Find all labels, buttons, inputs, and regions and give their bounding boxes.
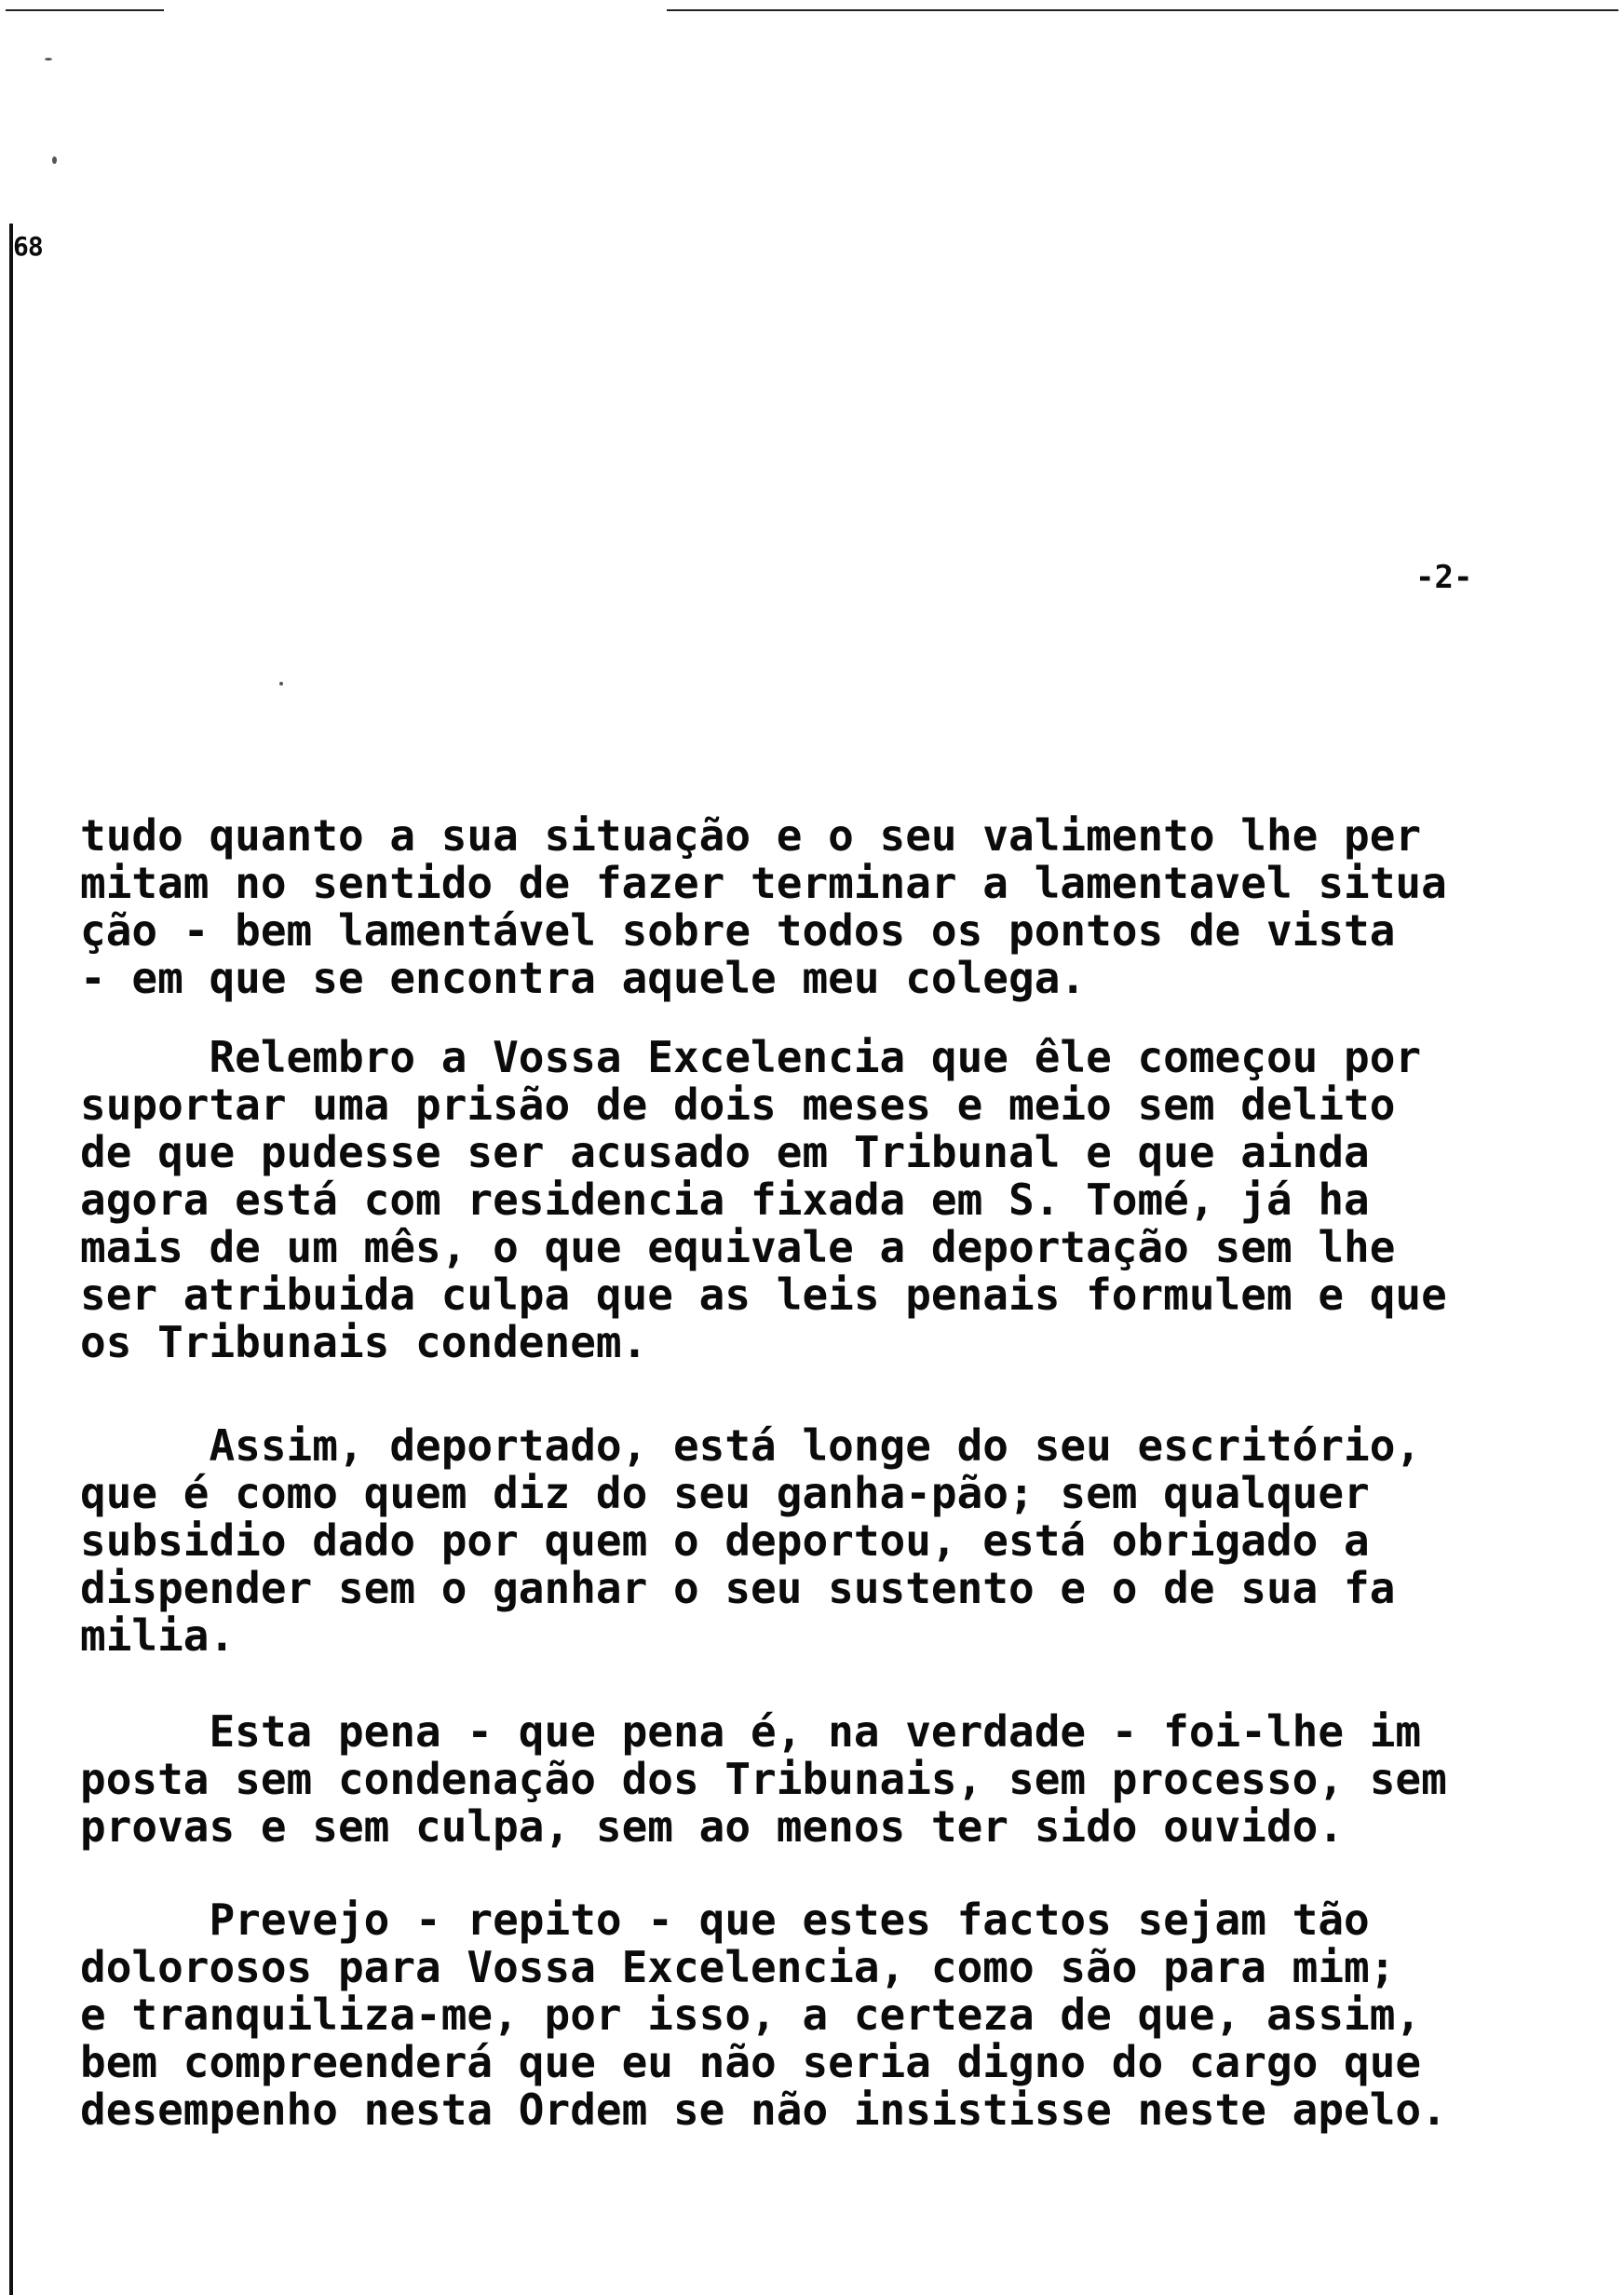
- text-line: Prevejo - repito - que estes factos sejam tão: [80, 1896, 1370, 1944]
- text-line: tudo quanto a sua situação e o seu valimento lhe per: [80, 812, 1422, 860]
- text-line: suportar uma prisão de dois meses e meio sem delito: [80, 1081, 1396, 1129]
- text-line: que é como quem diz do seu ganha-pão; sem qualquer: [80, 1470, 1370, 1517]
- text-line: subsidio dado por quem o deportou, está obrigado a: [80, 1517, 1370, 1565]
- text-line: os Tribunais condenem.: [80, 1319, 648, 1366]
- paragraph-1: [80, 812, 1551, 1002]
- folio-number: 68: [13, 231, 43, 262]
- top-rule-right: [667, 9, 1618, 11]
- text-line: dispender sem o ganhar o seu sustento e o de sua fa: [80, 1565, 1396, 1612]
- text-line: dolorosos para Vossa Excelencia, como são para mim;: [80, 1944, 1396, 1991]
- text-line: ser atribuida culpa que as leis penais formulem e que: [80, 1271, 1447, 1319]
- text-line: bem compreenderá que eu não seria digno do cargo que: [80, 2039, 1422, 2086]
- text-line: de que pudesse ser acusado em Tribunal e que ainda: [80, 1129, 1370, 1176]
- text-line: mais de um mês, o que equivale a deportação sem lhe: [80, 1224, 1396, 1271]
- paper-speck: [279, 682, 283, 686]
- text-line: Relembro a Vossa Excelencia que êle começou por: [80, 1034, 1422, 1081]
- paragraph-3: [80, 1422, 1551, 1660]
- paragraph-2: [80, 1034, 1551, 1366]
- text-line: Esta pena - que pena é, na verdade - foi-lhe im: [80, 1708, 1422, 1756]
- paragraph-5: [80, 1896, 1551, 2134]
- paper-speck: [45, 58, 52, 61]
- paper-speck: [52, 156, 57, 164]
- text-line: provas e sem culpa, sem ao menos ter sido ouvido.: [80, 1803, 1345, 1851]
- text-line: - em que se encontra aquele meu colega.: [80, 955, 1087, 1002]
- text-line: desempenho nesta Ordem se não insistisse neste apelo.: [80, 2086, 1447, 2134]
- top-rule-left: [6, 9, 164, 11]
- text-line: Assim, deportado, está longe do seu escritório,: [80, 1422, 1422, 1470]
- page-number: -2-: [1415, 559, 1473, 596]
- text-line: mitam no sentido de fazer terminar a lamentavel situa: [80, 860, 1447, 907]
- paragraph-4: [80, 1708, 1551, 1851]
- text-line: posta sem condenação dos Tribunais, sem processo, sem: [80, 1756, 1447, 1803]
- text-line: ção - bem lamentável sobre todos os pontos de vista: [80, 907, 1396, 955]
- text-line: e tranquiliza-me, por isso, a certeza de que, assim,: [80, 1991, 1422, 2039]
- text-line: milia.: [80, 1612, 236, 1660]
- text-line: agora está com residencia fixada em S. Tomé, já ha: [80, 1176, 1370, 1224]
- left-page-edge: [9, 224, 13, 2295]
